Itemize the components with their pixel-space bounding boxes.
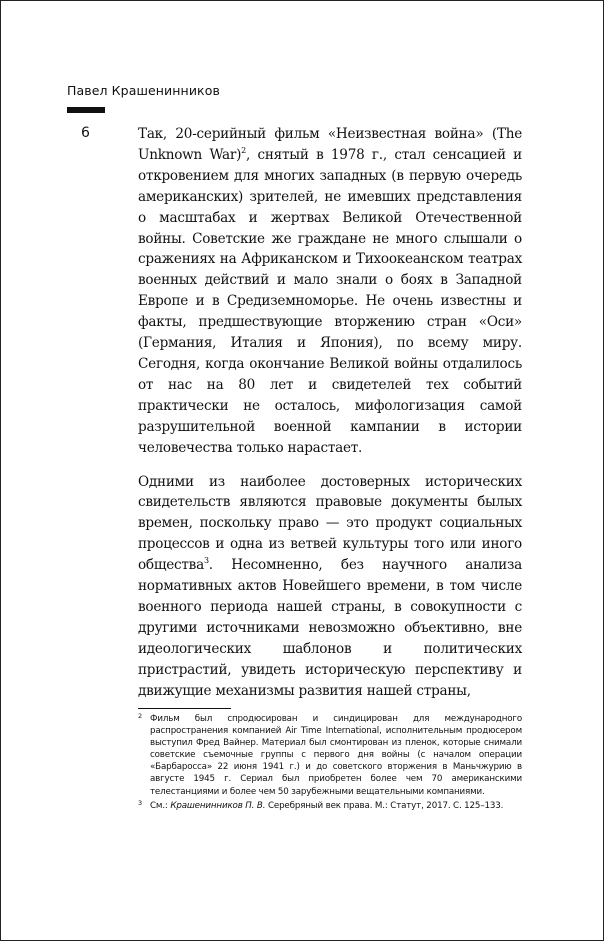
running-head-rule (67, 107, 105, 113)
footnotes (138, 713, 522, 814)
footnote-separator (138, 708, 231, 709)
footnote-3: 3 См.: Крашенинников П. В. Серебряный век права. М.: Статут, 2017. С. 125–133. (138, 798, 504, 811)
paragraph-1-text-b: , снятый в 1978 г., стал сенсацией и откровением для многих западных (в первую очередь американских) зрителей, не имевших представления о масштабах и жертвах Великой Отечественной войны. Советские же граждане не много слышали о сражениях на Африканском и Тихоокеанском театрах военных действий и мало знали о боях в Западной Европе и в Средиземноморье. Не очень известны и факты, предшествующие вторжению стран «Оси» (Германия, Италия и Япония), по всему миру. Сегодня, когда окончание Великой войны отдалилось от нас на 80 лет и свидетелей тех событий практически не осталось, мифологизация самой разрушительной военной кампании в истории человечества только нарастает. (138, 146, 522, 456)
footnote-text: Фильм был спродюсирован и синдицирован для международного распространения компанией Air Time International, исполнительным продюсером выступил Фред Вайнер. Материал был смонтирован из пленок, которые снимали советские съемочные группы с первого дня войны (с началом операции «Барбаросса» 22 июня 1941 г.) и до советского вторжения в Маньчжурию в августе 1945 г. Сериал был приобретен более чем 70 американскими телестанциями и более чем 50 зарубежными вещательными компаниями. (150, 714, 522, 797)
footnote-ref-2[interactable]: 2 (241, 145, 246, 155)
page-number: 6 (81, 125, 90, 141)
footnote-text: Серебряный век права. М.: Статут, 2017. С. 125–133. (265, 800, 504, 811)
running-head: Павел Крашенинников (67, 83, 220, 98)
paragraph-2 (138, 472, 522, 702)
paragraph-2-text-a: Одними из наиболее достоверных исторических свидетельств являются правовые документы былых времен, поскольку право — это продукт социальных процессов и одна из ветвей культуры того или иного общества (138, 473, 522, 574)
footnote-2: 2 Фильм был спродюсирован и синдицирован для международного распространения компанией Air Time International, исполнительным продюсером выступил Фред Вайнер. Материал был смонтирован из пленок, которые снимали советские съемочные группы с первого дня войны (с началом операции «Барбаросса» 22 июня 1941 г.) и до советского вторжения в Маньчжурию в августе 1945 г. Сериал был приобретен более чем 70 американскими телестанциями и более чем 50 зарубежными вещательными компаниями. (138, 712, 522, 797)
footnote-prefix: См.: (150, 800, 171, 811)
footnote-author: Крашенинников П. В. (170, 800, 266, 811)
paragraph-2-text-b: . Несомненно, без научного анализа нормативных актов Новейшего времени, в том числе военного периода нашей страны, в совокупности с другими источниками невозможно объективно, вне идеологических шаблонов и политических пристрастий, увидеть историческую перспективу и движущие механизмы развития нашей страны, (138, 557, 522, 699)
main-text (138, 124, 522, 701)
paragraph-1-text-a: Так, 20-серийный фильм «Неизвестная война» (The Unknown War) (138, 126, 522, 163)
paragraph-1 (138, 124, 522, 459)
footnote-ref-3[interactable]: 3 (203, 556, 209, 566)
